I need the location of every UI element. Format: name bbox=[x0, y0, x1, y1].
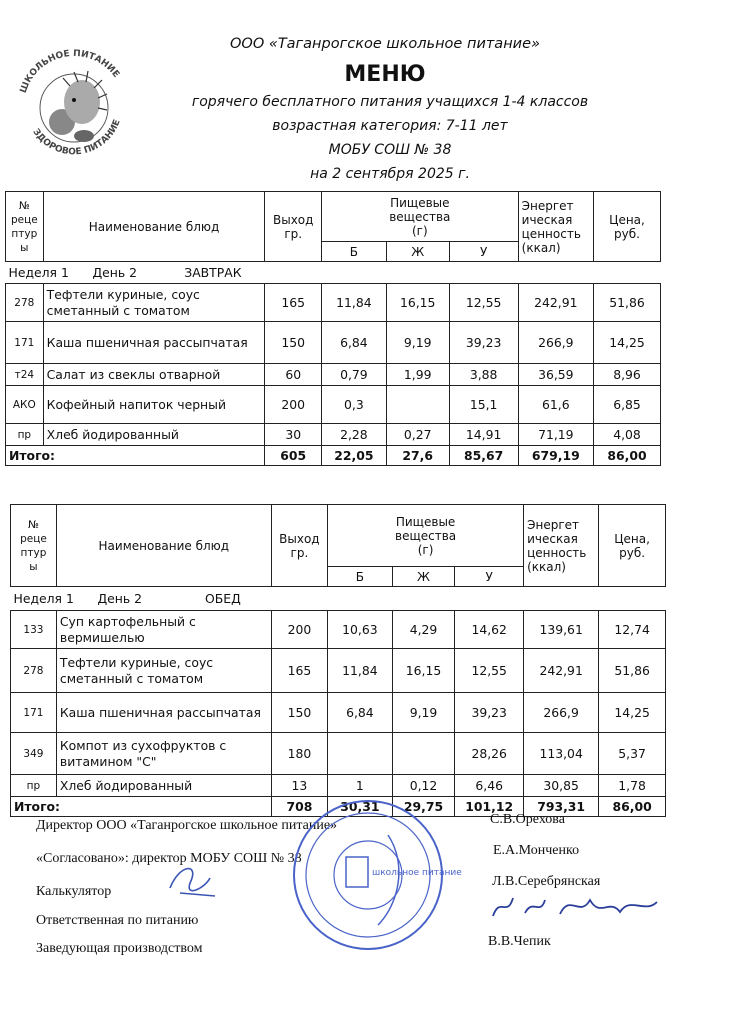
header-carbs: У bbox=[455, 567, 524, 587]
handwritten-signature bbox=[485, 888, 665, 928]
header-nutrients: Пищевые вещества (г) bbox=[328, 505, 524, 567]
header-energy: Энергет ическая ценность (ккал) bbox=[518, 192, 593, 262]
header-recipe-number: № реце птур ы bbox=[11, 505, 57, 587]
header-price: Цена, руб. bbox=[593, 192, 660, 262]
logo-top-text: ШКОЛЬНОЕ ПИТАНИЕ bbox=[18, 48, 121, 95]
header-carbs: У bbox=[449, 242, 518, 262]
header-energy: Энергет ическая ценность (ккал) bbox=[524, 505, 599, 587]
table-row: пр Хлеб йодированный 13 1 0,12 6,46 30,85 1,78 bbox=[11, 775, 666, 797]
table-row: 349 Компот из сухофруктов с витамином "С" 180 28,26 113,04 5,37 bbox=[11, 733, 666, 775]
table-row: 278 Тефтели куриные, соус сметанный с томатом 165 11,84 16,15 12,55 242,91 51,86 bbox=[6, 284, 661, 322]
signature-name-approved: Е.А.Монченко bbox=[493, 843, 580, 858]
header-fat: Ж bbox=[392, 567, 455, 587]
menu-date: на 2 сентября 2025 г. bbox=[310, 166, 470, 182]
logo-bottom-text: ЗДОРОВОЕ ПИТАНИЕ bbox=[30, 118, 123, 158]
header-dish-name: Наименование блюд bbox=[43, 192, 265, 262]
signature-name-calculator: Л.В.Серебрянская bbox=[492, 874, 601, 889]
table-row: 171 Каша пшеничная рассыпчатая 150 6,84 9,19 39,23 266,9 14,25 bbox=[11, 693, 666, 733]
signature-name-production: В.В.Чепик bbox=[488, 934, 551, 949]
lunch-total-row: Итого: 708 30,31 29,75 101,12 793,31 86,00 bbox=[11, 797, 666, 817]
menu-subtitle: горячего бесплатного питания учащихся 1-4 классов bbox=[191, 94, 589, 110]
header-protein: Б bbox=[321, 242, 386, 262]
handwritten-signature bbox=[160, 858, 220, 908]
breakfast-section-label: Неделя 1 День 2 ЗАВТРАК bbox=[6, 262, 661, 284]
stamp-text: школьное питание bbox=[372, 868, 462, 878]
signature-role-responsible: Ответственная по питанию bbox=[36, 913, 199, 928]
header-recipe-number: № реце птур ы bbox=[6, 192, 44, 262]
lunch-section-label: Неделя 1 День 2 ОБЕД bbox=[11, 587, 666, 611]
header-yield: Выход гр. bbox=[271, 505, 327, 587]
header-protein: Б bbox=[328, 567, 393, 587]
header-fat: Ж bbox=[386, 242, 449, 262]
official-stamp bbox=[288, 795, 462, 955]
age-category: возрастная категория: 7-11 лет bbox=[272, 118, 508, 134]
header-dish-name: Наименование блюд bbox=[56, 505, 271, 587]
signature-role-production: Заведующая производством bbox=[36, 941, 203, 956]
table-row: 133 Суп картофельный с вермишелью 200 10,63 4,29 14,62 139,61 12,74 bbox=[11, 611, 666, 649]
table-row: пр Хлеб йодированный 30 2,28 0,27 14,91 71,19 4,08 bbox=[6, 424, 661, 446]
table-row: 278 Тефтели куриные, соус сметанный с томатом 165 11,84 16,15 12,55 242,91 51,86 bbox=[11, 649, 666, 693]
lunch-table bbox=[10, 504, 666, 817]
header-yield: Выход гр. bbox=[265, 192, 322, 262]
table-row: 171 Каша пшеничная рассыпчатая 150 6,84 9,19 39,23 266,9 14,25 bbox=[6, 322, 661, 364]
table-row: АКО Кофейный напиток черный 200 0,3 15,1 61,6 6,85 bbox=[6, 386, 661, 424]
signature-role-approved: «Согласовано»: директор МОБУ СОШ № 38 bbox=[36, 851, 302, 866]
page-title: МЕНЮ bbox=[344, 62, 426, 87]
header-price: Цена, руб. bbox=[599, 505, 666, 587]
header-nutrients: Пищевые вещества (г) bbox=[321, 192, 518, 242]
signature-role-director: Директор ООО «Таганрогское школьное питание» bbox=[36, 818, 338, 833]
school-food-logo bbox=[8, 40, 140, 172]
table-row: т24 Салат из свеклы отварной 60 0,79 1,99 3,88 36,59 8,96 bbox=[6, 364, 661, 386]
organization-name: ООО «Таганрогское школьное питание» bbox=[230, 36, 540, 52]
breakfast-table bbox=[5, 191, 661, 466]
breakfast-total-row: Итого: 605 22,05 27,6 85,67 679,19 86,00 bbox=[6, 446, 661, 466]
signature-name-director: С.В.Орехова bbox=[490, 812, 565, 827]
signature-role-calculator: Калькулятор bbox=[36, 884, 112, 899]
school-name: МОБУ СОШ № 38 bbox=[328, 142, 452, 158]
